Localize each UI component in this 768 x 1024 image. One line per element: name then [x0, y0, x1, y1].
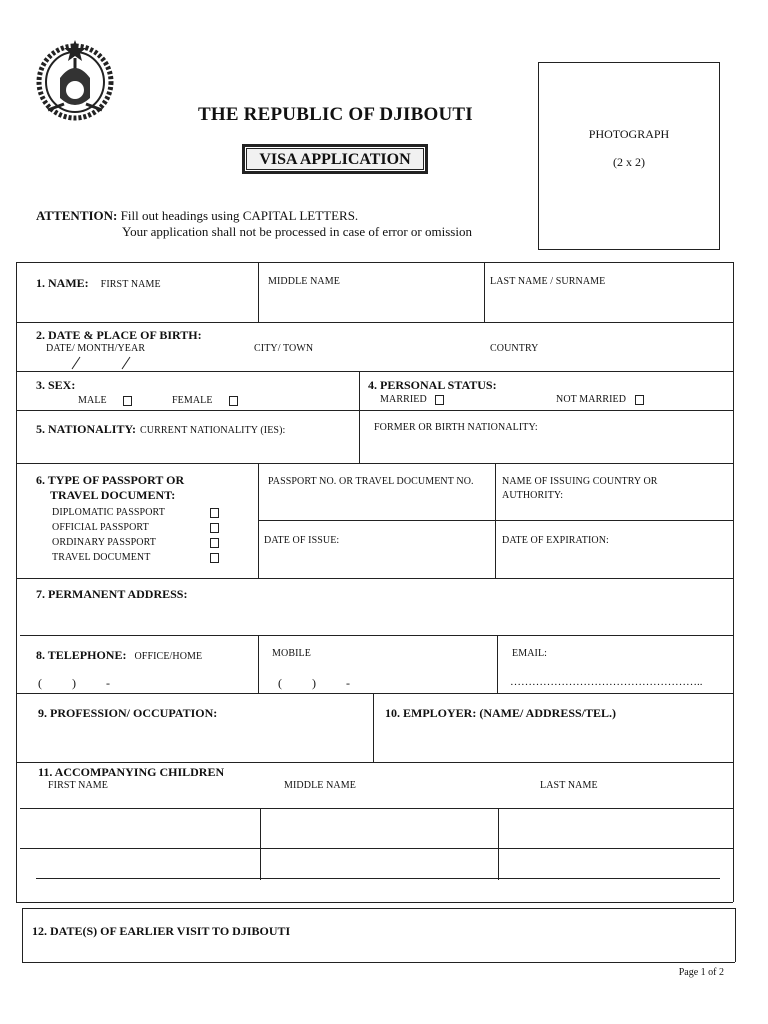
attention-line	[36, 208, 358, 224]
birth-country-label: COUNTRY	[490, 343, 539, 354]
photo-size: (2 x 2)	[613, 155, 645, 169]
passport-type-label-2: TRAVEL DOCUMENT:	[50, 488, 176, 502]
earlier-visit-label: 12. DATE(S) OF EARLIER VISIT TO DJIBOUTI	[32, 924, 291, 938]
birth-date-label: DATE/ MONTH/YEAR	[46, 343, 146, 354]
passport-types	[52, 505, 219, 565]
email-label: EMAIL:	[512, 648, 548, 659]
expiry-date-field[interactable]	[500, 550, 728, 574]
female-option[interactable]	[172, 395, 238, 406]
page-number: Page 1 of 2	[678, 967, 724, 978]
passport-type-diplomatic[interactable]: DIPLOMATIC PASSPORT	[52, 505, 219, 520]
name-section	[36, 274, 161, 292]
office-label: OFFICE/HOME	[134, 651, 203, 662]
married-option[interactable]	[380, 394, 444, 405]
ordinary-checkbox[interactable]	[210, 538, 219, 548]
birth-city-field[interactable]	[250, 356, 470, 370]
profession-label: 9. PROFESSION/ OCCUPATION:	[38, 706, 218, 720]
office-phone-field[interactable]: ( ) -	[38, 676, 110, 690]
not-married-checkbox[interactable]	[635, 395, 644, 405]
middle-name-label: MIDDLE NAME	[268, 276, 340, 287]
issue-date-label: DATE OF ISSUE:	[264, 535, 340, 546]
middle-name-field[interactable]	[262, 292, 480, 320]
child-2-middle-field[interactable]	[264, 852, 494, 876]
profession-field[interactable]	[22, 724, 368, 758]
page-title: THE REPUBLIC OF DJIBOUTI	[198, 104, 473, 125]
djibouti-emblem	[34, 38, 116, 122]
mobile-phone-field[interactable]: ( ) -	[278, 676, 350, 690]
child-last-name-label: LAST NAME	[540, 780, 598, 791]
telephone-section	[36, 646, 202, 664]
photograph-box[interactable]	[538, 62, 720, 250]
child-1-first-field[interactable]	[22, 812, 256, 844]
male-checkbox[interactable]	[123, 396, 132, 406]
issuer-label: NAME OF ISSUING COUNTRY OR	[502, 476, 658, 487]
child-1-middle-field[interactable]	[264, 812, 494, 844]
child-2-first-field[interactable]	[22, 852, 256, 876]
passport-number-label: PASSPORT NO. OR TRAVEL DOCUMENT NO.	[268, 476, 474, 487]
birth-city-label: CITY/ TOWN	[254, 343, 314, 354]
child-1-last-field[interactable]	[502, 812, 728, 844]
address-label: 7. PERMANENT ADDRESS:	[36, 587, 188, 601]
passport-type-label: 6. TYPE OF PASSPORT OR	[36, 473, 185, 487]
telephone-label: 8. TELEPHONE:	[36, 648, 127, 662]
female-label: FEMALE	[172, 395, 213, 406]
last-name-field[interactable]	[488, 292, 728, 320]
not-married-label: NOT MARRIED	[556, 394, 627, 405]
mobile-label: MOBILE	[272, 648, 311, 659]
not-married-option[interactable]	[556, 394, 644, 405]
married-checkbox[interactable]	[435, 395, 444, 405]
male-option[interactable]	[78, 395, 132, 406]
issuer-field[interactable]	[500, 504, 728, 518]
first-name-field[interactable]	[22, 292, 254, 320]
male-label: MALE	[78, 395, 107, 406]
diplomatic-checkbox[interactable]	[210, 508, 219, 518]
current-nationality-field[interactable]	[22, 436, 356, 460]
form-title-box	[242, 144, 428, 174]
earlier-visit-field[interactable]	[28, 940, 728, 958]
birth-label: 2. DATE & PLACE OF BIRTH:	[36, 328, 202, 342]
employer-label: 10. EMPLOYER: (NAME/ ADDRESS/TEL.)	[385, 706, 617, 720]
form-title: VISA APPLICATION	[246, 148, 424, 170]
employer-field[interactable]	[378, 724, 728, 758]
issuer-label-2: AUTHORITY:	[502, 490, 564, 501]
first-name-label: FIRST NAME	[100, 279, 161, 290]
address-field[interactable]	[22, 604, 728, 632]
passport-type-ordinary[interactable]: ORDINARY PASSPORT	[52, 535, 219, 550]
last-name-label: LAST NAME / SURNAME	[490, 276, 606, 287]
nationality-label: 5. NATIONALITY:	[36, 422, 137, 436]
former-nationality-label: FORMER OR BIRTH NATIONALITY:	[374, 422, 538, 433]
attention-text-1: Fill out headings using CAPITAL LETTERS.	[120, 208, 359, 223]
name-label: 1. NAME:	[36, 276, 89, 290]
passport-number-field[interactable]	[262, 492, 490, 518]
children-label: 11. ACCOMPANYING CHILDREN	[38, 765, 225, 779]
passport-type-official[interactable]: OFFICIAL PASSPORT	[52, 520, 219, 535]
official-checkbox[interactable]	[210, 523, 219, 533]
issue-date-field[interactable]	[262, 550, 490, 574]
married-label: MARRIED	[380, 394, 427, 405]
child-middle-name-label: MIDDLE NAME	[284, 780, 356, 791]
email-field[interactable]: ……………………………………………..	[510, 676, 703, 688]
personal-status-label: 4. PERSONAL STATUS:	[368, 378, 497, 392]
birth-country-field[interactable]	[486, 356, 726, 370]
passport-type-travel[interactable]: TRAVEL DOCUMENT	[52, 550, 219, 565]
female-checkbox[interactable]	[229, 396, 238, 406]
sex-label: 3. SEX:	[36, 378, 76, 392]
child-first-name-label: FIRST NAME	[48, 780, 108, 791]
photo-label: PHOTOGRAPH	[588, 127, 670, 141]
birth-date-field[interactable]	[40, 356, 220, 370]
expiry-date-label: DATE OF EXPIRATION:	[502, 535, 609, 546]
current-nationality-label: CURRENT NATIONALITY (IES):	[140, 425, 286, 436]
attention-text-2: Your application shall not be processed in case of error or omission	[122, 224, 472, 239]
travel-document-checkbox[interactable]	[210, 553, 219, 563]
attention-label: ATTENTION:	[36, 208, 118, 223]
child-2-last-field[interactable]	[502, 852, 728, 876]
former-nationality-field[interactable]	[364, 436, 728, 460]
